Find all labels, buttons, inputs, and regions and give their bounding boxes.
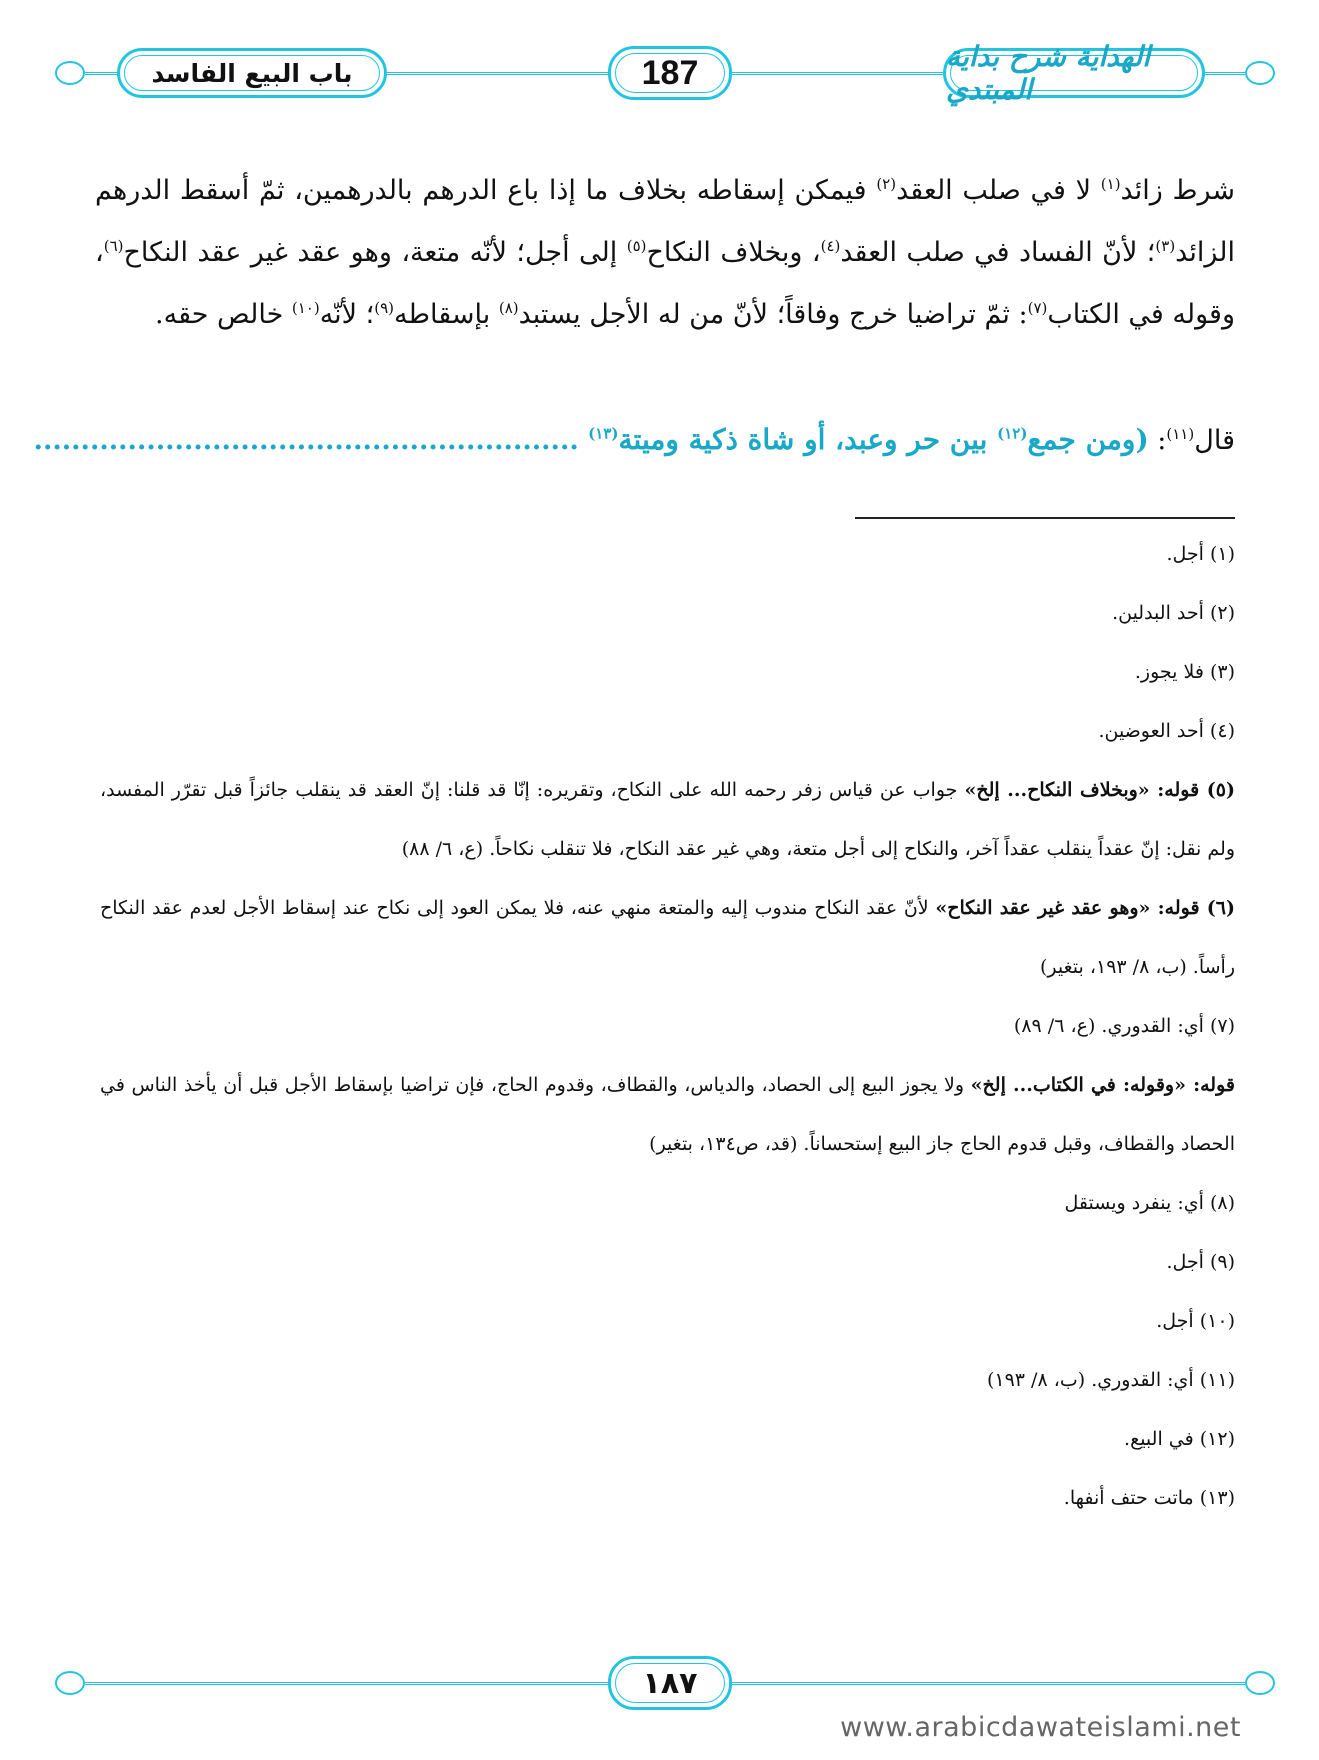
footer-ornament [55, 1660, 1275, 1710]
footnote: (١) أجل. [1166, 543, 1235, 565]
footnote-ref[interactable]: (١) [1100, 175, 1121, 193]
footnote: (١٣) ماتت حتف أنفها. [1063, 1487, 1235, 1509]
book-title: الهداية شرح بداية المبتدي [946, 40, 1151, 106]
footnote: (١١) أي: القدوري. (ب، ٨/ ١٩٣) [986, 1369, 1235, 1391]
footer-page-number: ١٨٧ [642, 1665, 698, 1701]
matn-line: قال$^{(١١)}$: (ومن جمع$^{(١٢)}$ بين حر وعبد، أو شاة ذكية وميتة$^{(١٣)}$ .......................................................... [33, 423, 1235, 456]
footnote-ref[interactable]: (١٠) [291, 299, 320, 317]
scroll-ornament [55, 61, 85, 85]
footnote: (٤) أحد العوضين. [1098, 720, 1235, 742]
footnote: (٨) أي: ينفرد ويستقل [1064, 1192, 1235, 1214]
footnote-ref[interactable]: (٥) [626, 237, 647, 255]
footnote: قوله: «وقوله: في الكتاب... إلخ» ولا يجوز البيع إلى الحصاد، والدياس، والقطاف، وقدوم الحاج، فإن تراضيا بإسقاط الأجل قبل أن يأخذ الناس في الحصاد والقطاف، وقبل قدوم الحاج جاز البيع إستحساناً. (قد، ص١٣٤، بتغير) [100, 1074, 1235, 1155]
footnote-ref[interactable]: (١٣) [588, 424, 619, 443]
scroll-ornament [1245, 61, 1275, 85]
continuation-dots: .......................................................... [33, 425, 589, 456]
page-number: 187 [641, 53, 699, 92]
footnote-ref[interactable]: (٦) [103, 237, 124, 255]
main-text [95, 160, 1235, 346]
footnote: (٦) قوله: «وهو عقد غير عقد النكاح» لأنّ عقد النكاح مندوب إليه والمتعة منهي عنه، فلا يمكن العود إلى نكاح عند إسقاط الأجل لعدم عقد النكاح رأساً. (ب، ٨/ ١٩٣، بتغير) [100, 897, 1235, 978]
footnotes [100, 525, 1235, 1528]
footer-page-number-box [608, 1656, 732, 1710]
matn-text: (ومن جمع$^{(١٢)}$ بين حر وعبد، أو شاة ذكية وميتة$^{(١٣)}$ [588, 423, 1149, 456]
footnote: (٧) أي: القدوري. (ع، ٦/ ٨٩) [1013, 1015, 1235, 1037]
footnote-separator [855, 517, 1235, 519]
footnote: (١٠) أجل. [1156, 1310, 1235, 1332]
footnote: (٢) أحد البدلين. [1112, 602, 1235, 624]
website-watermark: www.arabicdawateislami.net [840, 1712, 1241, 1743]
footnote: (١٢) في البيع. [1124, 1428, 1235, 1450]
footnote: (٣) فلا يجوز. [1134, 661, 1235, 683]
footnote: (٥) قوله: «وبخلاف النكاح... إلخ» جواب عن قياس زفر رحمه الله على النكاح، وتقريره: إنّا قد قلنا: إنّ العقد قد ينقلب جائزاً قبل تقرّر المفسد، ولم نقل: إنّ عقداً ينقلب عقداً آخر، والنكاح إلى أجل متعة، وهي غير عقد النكاح، فلا تنقلب نكاحاً. (ع، ٦/ ٨٨) [100, 779, 1235, 860]
scroll-ornament [55, 1671, 85, 1695]
chapter-title: باب البيع الفاسد [151, 58, 353, 88]
footnote-ref[interactable]: (٩) [374, 299, 395, 317]
footnote-ref[interactable]: (١١) [1166, 425, 1195, 443]
book-title-box [943, 40, 1205, 106]
page-number-box [608, 46, 732, 100]
footnote-ref[interactable]: (٤) [820, 237, 841, 255]
footnote-ref[interactable]: (٢) [876, 175, 897, 193]
main-paragraph: شرط زائد$^{(١)}$ لا في صلب العقد$^{(٢)}$ فيمكن إسقاطه بخلاف ما إذا باع الدرهم بالدرهمين، ثمّ أسقط الدرهم الزائد$^{(٣)}$؛ لأنّ الفساد في صلب العقد$^{(٤)}$، وبخلاف النكاح$^{(٥)}$ إلى أجل؛ لأنّه متعة، وهو عقد غير عقد النكاح$^{(٦)}$، وقوله في الكتاب$^{(٧)}$: ثمّ تراضيا خرج وفاقاً؛ لأنّ من له الأجل يستبد$^{(٨)}$ بإسقاطه$^{(٩)}$؛ لأنّه$^{(١٠)}$ خالص حقه. [95, 175, 1235, 330]
footnote-ref[interactable]: (١٢) [997, 424, 1028, 443]
header-ornament [55, 40, 1275, 106]
scroll-ornament [1245, 1671, 1275, 1695]
footnote-ref[interactable]: (٧) [1027, 299, 1048, 317]
chapter-title-box [117, 48, 387, 98]
footnote-ref[interactable]: (٨) [498, 299, 519, 317]
footnote: (٩) أجل. [1166, 1251, 1235, 1273]
footnote-ref[interactable]: (٣) [1155, 237, 1176, 255]
